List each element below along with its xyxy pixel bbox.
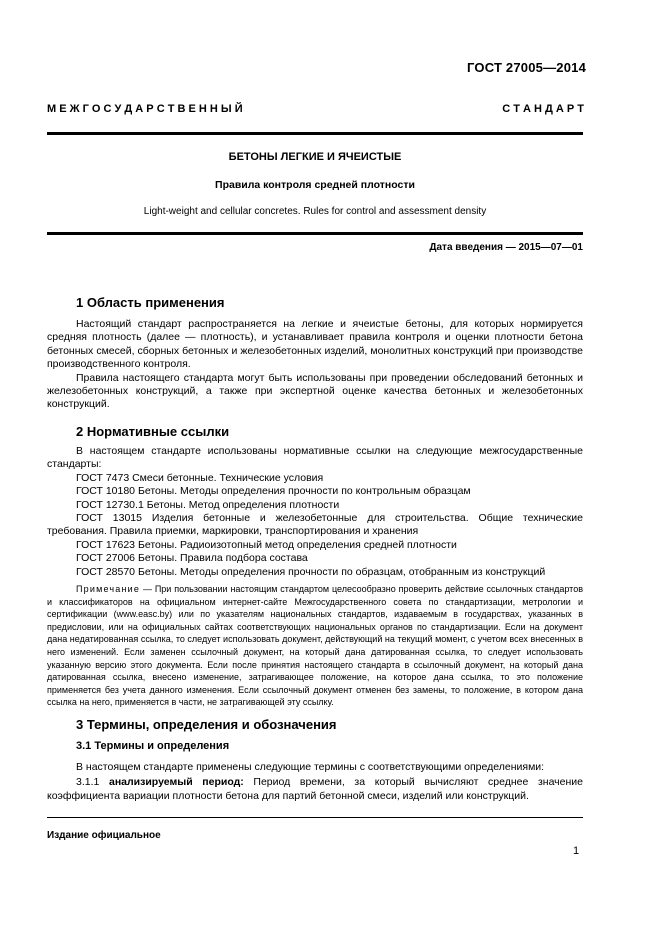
footer-rule (47, 817, 583, 818)
section-3-heading: 3 Термины, определения и обозначения (76, 717, 337, 732)
terms-body (47, 760, 583, 804)
reference-item: ГОСТ 12730.1 Бетоны. Метод определения плотности (76, 498, 340, 511)
page-number: 1 (573, 845, 580, 857)
subsection-3-1-heading: 3.1 Термины и определения (76, 740, 230, 752)
interstate-word: М Е Ж Г О С У Д А Р С Т В Е Н Н Ы Й (47, 103, 243, 115)
section-1-heading: 1 Область применения (76, 295, 225, 310)
term-definition: Период времени, за который вычисляют среднее значение коэффициента вариации плотности бетона для партий бетонной смеси, изделий или конструкций. (47, 775, 583, 802)
section-1-body (47, 318, 583, 412)
interstate-standard-banner (47, 103, 584, 115)
term-name: анализируемый период: (108, 775, 244, 788)
date-of-introduction: Дата введения — 2015—07—01 (429, 242, 583, 253)
term-number: 3.1.1 (76, 775, 109, 788)
document-title: БЕТОНЫ ЛЕГКИЕ И ЯЧЕИСТЫЕ (228, 151, 402, 163)
term-3-1-1 (47, 775, 583, 804)
note-text: — При пользовании настоящим стандартом целесообразно проверить действие ссылочных стандартов и классификаторов на официальном интернет-сайте Межгосударственного совета по стандартизации, метрологии и сертификации (www.easc.by) или по указателям национальных стандартов, издаваемым в государствах, указанных в предисловии, или на официальных сайтах соответствующих национальных органов по стандартизации. Если на документ дана недатированная ссылка, то следует использовать документ, действующий на текущий момент, с учетом всех внесенных в него изменений. Если заменен ссылочный документ, на который дана датированная ссылка, то следует использовать указанную версию этого документа. Если после принятия настоящего стандарта в ссылочный документ, на который дана датированная ссылка, внесено изменение, затрагивающее положение, на которое дана ссылка, то это положение применяется без учета данного изменения. Если ссылочный документ отменен без замены, то положение, в котором дана ссылка на него, применяется в части, не затрагивающей эту ссылку. (47, 584, 583, 708)
references-intro: В настоящем стандарте использованы нормативные ссылки на следующие межгосударственные стандарты: (47, 445, 583, 471)
section-2-heading: 2 Нормативные ссылки (76, 424, 230, 439)
reference-item: ГОСТ 28570 Бетоны. Методы определения прочности по образцам, отобранным из конструкций (76, 565, 546, 578)
title-rule-bottom (47, 232, 583, 235)
reference-item: ГОСТ 7473 Смеси бетонные. Технические условия (76, 471, 324, 484)
document-subtitle: Правила контроля средней плотности (215, 179, 415, 191)
document-title-english: Light-weight and cellular concretes. Rules for control and assessment density (143, 206, 487, 217)
reference-item: ГОСТ 10180 Бетоны. Методы определения прочности по контрольным образцам (76, 485, 471, 498)
reference-item: ГОСТ 13015 Изделия бетонные и железобетонные для строительства. Общие технические требования. Правила приемки, маркировки, транспортирования и хранения (47, 512, 583, 538)
section-1-paragraph-2: Правила настоящего стандарта могут быть использованы при проведении обследований бетонных и железобетонных конструкций, а также при экспертной оценке качества бетонных и железобетонных конструкций. (47, 371, 583, 411)
header-rule-top (47, 132, 583, 135)
normative-references (47, 445, 583, 579)
references-note (47, 583, 583, 709)
reference-item: ГОСТ 27006 Бетоны. Правила подбора состава (76, 552, 308, 565)
standard-code: ГОСТ 27005—2014 (467, 60, 586, 75)
note-label: Примечание (76, 584, 141, 594)
edition-official: Издание официальное (47, 830, 161, 841)
section-1-paragraph-1: Настоящий стандарт распространяется на легкие и ячеистые бетоны, для которых нормируется средняя плотность (далее — плотность), и устанавливает правила контроля и оценки плотности бетона бетонных смесей, сборных бетонных и железобетонных изделий, монолитных конструкций при производстве производственного контроля. (47, 318, 583, 371)
reference-item: ГОСТ 17623 Бетоны. Радиоизотопный метод определения средней плотности (76, 538, 457, 551)
terms-intro: В настоящем стандарте применены следующие термины с соответствующими определениями: (76, 761, 545, 773)
standard-word: С Т А Н Д А Р Т (502, 103, 584, 115)
